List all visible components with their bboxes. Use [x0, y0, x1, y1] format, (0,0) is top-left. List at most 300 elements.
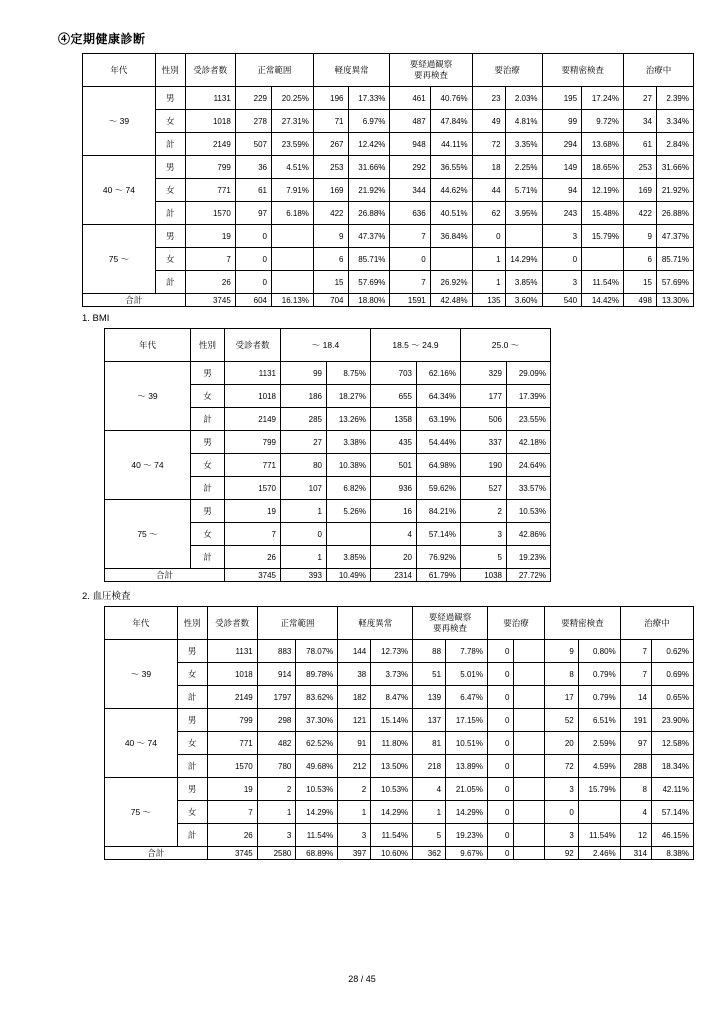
cell-pct: 23.55%: [507, 408, 551, 431]
table-body: [105, 362, 551, 582]
cell-value: 1591: [390, 294, 430, 307]
cell-pct: 2.46%: [578, 847, 620, 860]
cell-pct: [272, 225, 314, 248]
cell-value: 99: [542, 110, 582, 133]
cell-pct: 26.88%: [348, 202, 390, 225]
cell-value: 91: [338, 732, 371, 755]
table-row: [105, 755, 694, 778]
table-row: [83, 225, 694, 248]
cell-value: 3: [544, 778, 578, 801]
cell-value: 149: [542, 156, 582, 179]
cell-value: 4: [413, 778, 446, 801]
sex-label: 男: [177, 709, 207, 732]
cell-value: 0: [544, 801, 578, 824]
cell-value: 362: [413, 847, 446, 860]
cell-value: 0: [487, 663, 513, 686]
cell-value: 9: [313, 225, 348, 248]
count-value: 26: [207, 824, 257, 847]
cell-pct: 21.05%: [446, 778, 488, 801]
cell-value: 314: [620, 847, 651, 860]
cell-value: 936: [371, 477, 417, 500]
count-value: 771: [207, 732, 257, 755]
cell-pct: [514, 686, 545, 709]
cell-pct: 49.68%: [296, 755, 338, 778]
cell-value: 883: [257, 640, 296, 663]
cell-pct: 21.92%: [348, 179, 390, 202]
cell-value: 16: [371, 500, 417, 523]
cell-value: 0: [487, 801, 513, 824]
table-row: [83, 110, 694, 133]
cell-pct: 2.39%: [656, 87, 693, 110]
cell-value: 94: [542, 179, 582, 202]
table-body: [83, 87, 694, 307]
cell-value: 0: [281, 523, 327, 546]
cell-pct: 10.60%: [371, 847, 413, 860]
cell-value: 604: [235, 294, 271, 307]
cell-pct: 7.78%: [446, 640, 488, 663]
cell-value: 0: [487, 755, 513, 778]
count-value: 3745: [207, 847, 257, 860]
page-title: ④定期健康診断: [58, 32, 146, 46]
count-value: 1570: [225, 477, 281, 500]
cell-pct: 64.34%: [417, 385, 461, 408]
cell-pct: 36.55%: [430, 156, 472, 179]
cell-value: 3: [542, 225, 582, 248]
cell-pct: 24.64%: [507, 454, 551, 477]
table-row: [105, 709, 694, 732]
cell-value: 0: [235, 225, 271, 248]
cell-value: 38: [338, 663, 371, 686]
cell-pct: [327, 523, 371, 546]
table-row: [105, 500, 551, 523]
cell-value: 9: [623, 225, 656, 248]
cell-pct: 54.44%: [417, 431, 461, 454]
count-value: 26: [225, 546, 281, 569]
count-value: 2149: [225, 408, 281, 431]
cell-value: 0: [235, 271, 271, 294]
cell-value: 461: [390, 87, 430, 110]
cell-pct: 44.62%: [430, 179, 472, 202]
cell-value: 12: [620, 824, 651, 847]
cell-value: 27: [623, 87, 656, 110]
col-followup-line1: 要経過観察: [428, 612, 472, 623]
cell-pct: 5.01%: [446, 663, 488, 686]
table-header-row: [83, 54, 694, 87]
cell-value: 81: [413, 732, 446, 755]
cell-pct: 2.03%: [505, 87, 542, 110]
count-value: 1570: [207, 755, 257, 778]
cell-value: 72: [544, 755, 578, 778]
cell-pct: 2.59%: [578, 732, 620, 755]
cell-pct: 2.84%: [656, 133, 693, 156]
total-label: 合計: [105, 847, 208, 860]
cell-pct: 15.48%: [582, 202, 624, 225]
cell-pct: 36.84%: [430, 225, 472, 248]
cell-pct: 57.69%: [348, 271, 390, 294]
cell-pct: 14.42%: [582, 294, 624, 307]
count-value: 19: [185, 225, 235, 248]
cell-value: 0: [487, 847, 513, 860]
count-value: 26: [185, 271, 235, 294]
cell-value: 190: [461, 454, 507, 477]
cell-pct: 8.75%: [327, 362, 371, 385]
sex-label: 女: [177, 801, 207, 824]
sex-label: 女: [155, 110, 185, 133]
cell-value: 2: [461, 500, 507, 523]
sex-label: 女: [191, 385, 225, 408]
cell-value: 636: [390, 202, 430, 225]
cell-value: 527: [461, 477, 507, 500]
cell-pct: 57.14%: [417, 523, 461, 546]
cell-value: 278: [235, 110, 271, 133]
age-group-label: 75 ～: [105, 778, 178, 847]
cell-value: 18: [472, 156, 505, 179]
cell-value: 422: [313, 202, 348, 225]
cell-pct: 26.88%: [656, 202, 693, 225]
cell-value: 218: [413, 755, 446, 778]
cell-pct: 3.95%: [505, 202, 542, 225]
cell-value: 27: [281, 431, 327, 454]
table-total-row: [105, 847, 694, 860]
cell-value: 1038: [461, 569, 507, 582]
cell-value: 99: [281, 362, 327, 385]
cell-value: 780: [257, 755, 296, 778]
count-value: 7: [207, 801, 257, 824]
cell-pct: 10.53%: [371, 778, 413, 801]
cell-pct: 19.23%: [446, 824, 488, 847]
cell-value: 482: [257, 732, 296, 755]
col-followup-line2: 要再検査: [414, 70, 449, 80]
cell-pct: 3.38%: [327, 431, 371, 454]
cell-value: 80: [281, 454, 327, 477]
cell-value: 49: [472, 110, 505, 133]
cell-value: 914: [257, 663, 296, 686]
count-value: 2149: [185, 133, 235, 156]
cell-pct: 5.26%: [327, 500, 371, 523]
sex-label: 女: [155, 248, 185, 271]
sex-label: 女: [191, 523, 225, 546]
cell-pct: [514, 824, 545, 847]
count-value: 7: [225, 523, 281, 546]
col-detailed-exam: 要精密検査: [544, 607, 620, 640]
count-value: 1018: [225, 385, 281, 408]
cell-pct: 3.73%: [371, 663, 413, 686]
col-mild: 軽度異常: [338, 607, 413, 640]
cell-value: 397: [338, 847, 371, 860]
count-value: 1018: [185, 110, 235, 133]
cell-value: 243: [542, 202, 582, 225]
cell-pct: [505, 225, 542, 248]
cell-value: 3: [544, 824, 578, 847]
cell-pct: 14.29%: [371, 801, 413, 824]
cell-value: 52: [544, 709, 578, 732]
col-bmi-over: 25.0 ～: [461, 329, 551, 362]
sex-label: 女: [177, 732, 207, 755]
count-value: 1131: [225, 362, 281, 385]
table-row: [105, 801, 694, 824]
cell-pct: 76.92%: [417, 546, 461, 569]
cell-value: 1: [257, 801, 296, 824]
cell-pct: 18.65%: [582, 156, 624, 179]
cell-value: 704: [313, 294, 348, 307]
cell-pct: 3.60%: [505, 294, 542, 307]
table-total-row: [105, 569, 551, 582]
cell-pct: 0.65%: [651, 686, 693, 709]
cell-pct: [514, 732, 545, 755]
cell-value: 7: [620, 640, 651, 663]
cell-value: 0: [390, 248, 430, 271]
cell-pct: [514, 709, 545, 732]
cell-pct: 15.79%: [578, 778, 620, 801]
cell-pct: 62.52%: [296, 732, 338, 755]
count-value: 3745: [185, 294, 235, 307]
cell-value: 0: [487, 709, 513, 732]
cell-pct: 6.51%: [578, 709, 620, 732]
cell-value: 4: [620, 801, 651, 824]
cell-pct: 18.27%: [327, 385, 371, 408]
cell-pct: 11.54%: [582, 271, 624, 294]
age-group-label: 40 ～ 74: [83, 156, 156, 225]
cell-value: 2: [338, 778, 371, 801]
cell-pct: 14.29%: [505, 248, 542, 271]
cell-value: 267: [313, 133, 348, 156]
col-sex: 性別: [177, 607, 207, 640]
cell-value: 6: [313, 248, 348, 271]
page-number: 28 / 45: [348, 974, 376, 984]
col-sex: 性別: [191, 329, 225, 362]
cell-pct: 40.51%: [430, 202, 472, 225]
table-row: [105, 732, 694, 755]
cell-value: 1358: [371, 408, 417, 431]
table-row: [105, 431, 551, 454]
cell-pct: 40.76%: [430, 87, 472, 110]
cell-pct: 63.19%: [417, 408, 461, 431]
cell-pct: 6.47%: [446, 686, 488, 709]
cell-pct: 59.62%: [417, 477, 461, 500]
col-treatment-needed: 要治療: [487, 607, 544, 640]
cell-value: 393: [281, 569, 327, 582]
cell-value: 17: [544, 686, 578, 709]
table-row: [105, 640, 694, 663]
sex-label: 男: [155, 156, 185, 179]
col-age: 年代: [105, 607, 178, 640]
cell-value: 0: [487, 686, 513, 709]
table-row: [83, 156, 694, 179]
count-value: 1131: [207, 640, 257, 663]
cell-value: 7: [620, 663, 651, 686]
cell-value: 8: [544, 663, 578, 686]
table-row: [83, 179, 694, 202]
age-group-label: 40 ～ 74: [105, 431, 191, 500]
cell-pct: 10.53%: [296, 778, 338, 801]
table-row: [83, 87, 694, 110]
count-value: 1018: [207, 663, 257, 686]
cell-value: 294: [542, 133, 582, 156]
count-value: 799: [207, 709, 257, 732]
cell-pct: 10.38%: [327, 454, 371, 477]
table-header-row: [105, 329, 551, 362]
cell-pct: 3.85%: [327, 546, 371, 569]
cell-pct: 20.25%: [272, 87, 314, 110]
cell-value: 186: [281, 385, 327, 408]
cell-value: 1797: [257, 686, 296, 709]
sex-label: 計: [191, 477, 225, 500]
col-in-treatment: 治療中: [620, 607, 693, 640]
cell-pct: 23.59%: [272, 133, 314, 156]
sex-label: 男: [155, 87, 185, 110]
cell-value: 288: [620, 755, 651, 778]
cell-pct: [272, 248, 314, 271]
cell-value: 0: [487, 732, 513, 755]
cell-value: 169: [313, 179, 348, 202]
cell-pct: 12.58%: [651, 732, 693, 755]
sex-label: 計: [155, 271, 185, 294]
cell-value: 135: [472, 294, 505, 307]
cell-value: 292: [390, 156, 430, 179]
sex-label: 男: [155, 225, 185, 248]
cell-pct: 64.98%: [417, 454, 461, 477]
table-body: [105, 640, 694, 860]
cell-value: 3: [461, 523, 507, 546]
cell-pct: 14.29%: [446, 801, 488, 824]
cell-value: 298: [257, 709, 296, 732]
cell-value: 5: [461, 546, 507, 569]
cell-pct: 62.16%: [417, 362, 461, 385]
sex-label: 計: [191, 546, 225, 569]
cell-pct: 44.11%: [430, 133, 472, 156]
cell-value: 20: [371, 546, 417, 569]
cell-value: 7: [390, 225, 430, 248]
cell-pct: 47.84%: [430, 110, 472, 133]
age-group-label: 75 ～: [83, 225, 156, 294]
cell-pct: [272, 271, 314, 294]
cell-pct: 11.54%: [296, 824, 338, 847]
cell-pct: 0.69%: [651, 663, 693, 686]
sex-label: 計: [177, 755, 207, 778]
table-row: [83, 271, 694, 294]
table-total-row: [83, 294, 694, 307]
cell-pct: 8.38%: [651, 847, 693, 860]
cell-value: 34: [623, 110, 656, 133]
cell-pct: 18.34%: [651, 755, 693, 778]
sex-label: 女: [191, 454, 225, 477]
cell-pct: 89.78%: [296, 663, 338, 686]
col-age: 年代: [83, 54, 156, 87]
cell-pct: 0.62%: [651, 640, 693, 663]
cell-pct: 42.48%: [430, 294, 472, 307]
cell-pct: 17.33%: [348, 87, 390, 110]
cell-value: 71: [313, 110, 348, 133]
sex-label: 計: [177, 686, 207, 709]
cell-value: 501: [371, 454, 417, 477]
cell-value: 121: [338, 709, 371, 732]
cell-value: 0: [487, 778, 513, 801]
cell-pct: 42.18%: [507, 431, 551, 454]
col-sex: 性別: [155, 54, 185, 87]
age-group-label: 75 ～: [105, 500, 191, 569]
cell-value: 285: [281, 408, 327, 431]
cell-pct: 29.09%: [507, 362, 551, 385]
cell-pct: 7.91%: [272, 179, 314, 202]
age-group-label: 40 ～ 74: [105, 709, 178, 778]
col-mild: 軽度異常: [313, 54, 390, 87]
col-followup-line1: 要経過観察: [409, 59, 453, 70]
cell-pct: 15.14%: [371, 709, 413, 732]
cell-value: 2580: [257, 847, 296, 860]
cell-value: 344: [390, 179, 430, 202]
table-row: [105, 824, 694, 847]
cell-pct: 18.80%: [348, 294, 390, 307]
cell-value: 51: [413, 663, 446, 686]
cell-pct: [514, 755, 545, 778]
cell-pct: 12.42%: [348, 133, 390, 156]
cell-pct: 47.37%: [656, 225, 693, 248]
cell-value: 1: [281, 500, 327, 523]
cell-value: 182: [338, 686, 371, 709]
col-age: 年代: [105, 329, 191, 362]
cell-value: 948: [390, 133, 430, 156]
cell-pct: 12.73%: [371, 640, 413, 663]
cell-pct: 13.89%: [446, 755, 488, 778]
cell-value: 1: [338, 801, 371, 824]
col-count: 受診者数: [207, 607, 257, 640]
cell-pct: [430, 248, 472, 271]
cell-pct: 3.34%: [656, 110, 693, 133]
count-value: 3745: [225, 569, 281, 582]
cell-value: 337: [461, 431, 507, 454]
cell-pct: [514, 640, 545, 663]
cell-pct: 12.19%: [582, 179, 624, 202]
col-treatment-needed: 要治療: [472, 54, 542, 87]
cell-pct: 78.07%: [296, 640, 338, 663]
age-group-label: ～ 39: [105, 362, 191, 431]
cell-value: 2: [257, 778, 296, 801]
cell-pct: 0.79%: [578, 686, 620, 709]
sex-label: 男: [177, 640, 207, 663]
cell-value: 540: [542, 294, 582, 307]
cell-value: 44: [472, 179, 505, 202]
cell-value: 0: [472, 225, 505, 248]
count-value: 19: [207, 778, 257, 801]
cell-pct: 83.62%: [296, 686, 338, 709]
cell-pct: 17.39%: [507, 385, 551, 408]
count-value: 771: [225, 454, 281, 477]
cell-pct: 68.89%: [296, 847, 338, 860]
cell-value: 15: [623, 271, 656, 294]
cell-pct: 11.80%: [371, 732, 413, 755]
cell-value: 137: [413, 709, 446, 732]
cell-value: 2314: [371, 569, 417, 582]
cell-value: 253: [623, 156, 656, 179]
cell-value: 72: [472, 133, 505, 156]
cell-pct: [514, 663, 545, 686]
col-followup-line2: 要再検査: [433, 623, 468, 633]
cell-value: 1: [413, 801, 446, 824]
sex-label: 男: [191, 500, 225, 523]
count-value: 771: [185, 179, 235, 202]
age-group-label: ～ 39: [83, 87, 156, 156]
cell-pct: 3.85%: [505, 271, 542, 294]
cell-pct: 42.11%: [651, 778, 693, 801]
sex-label: 男: [191, 431, 225, 454]
cell-pct: 3.35%: [505, 133, 542, 156]
cell-pct: 10.51%: [446, 732, 488, 755]
cell-pct: 13.30%: [656, 294, 693, 307]
cell-pct: 47.37%: [348, 225, 390, 248]
cell-pct: 31.66%: [656, 156, 693, 179]
col-followup: [413, 607, 488, 640]
table-row: [105, 362, 551, 385]
